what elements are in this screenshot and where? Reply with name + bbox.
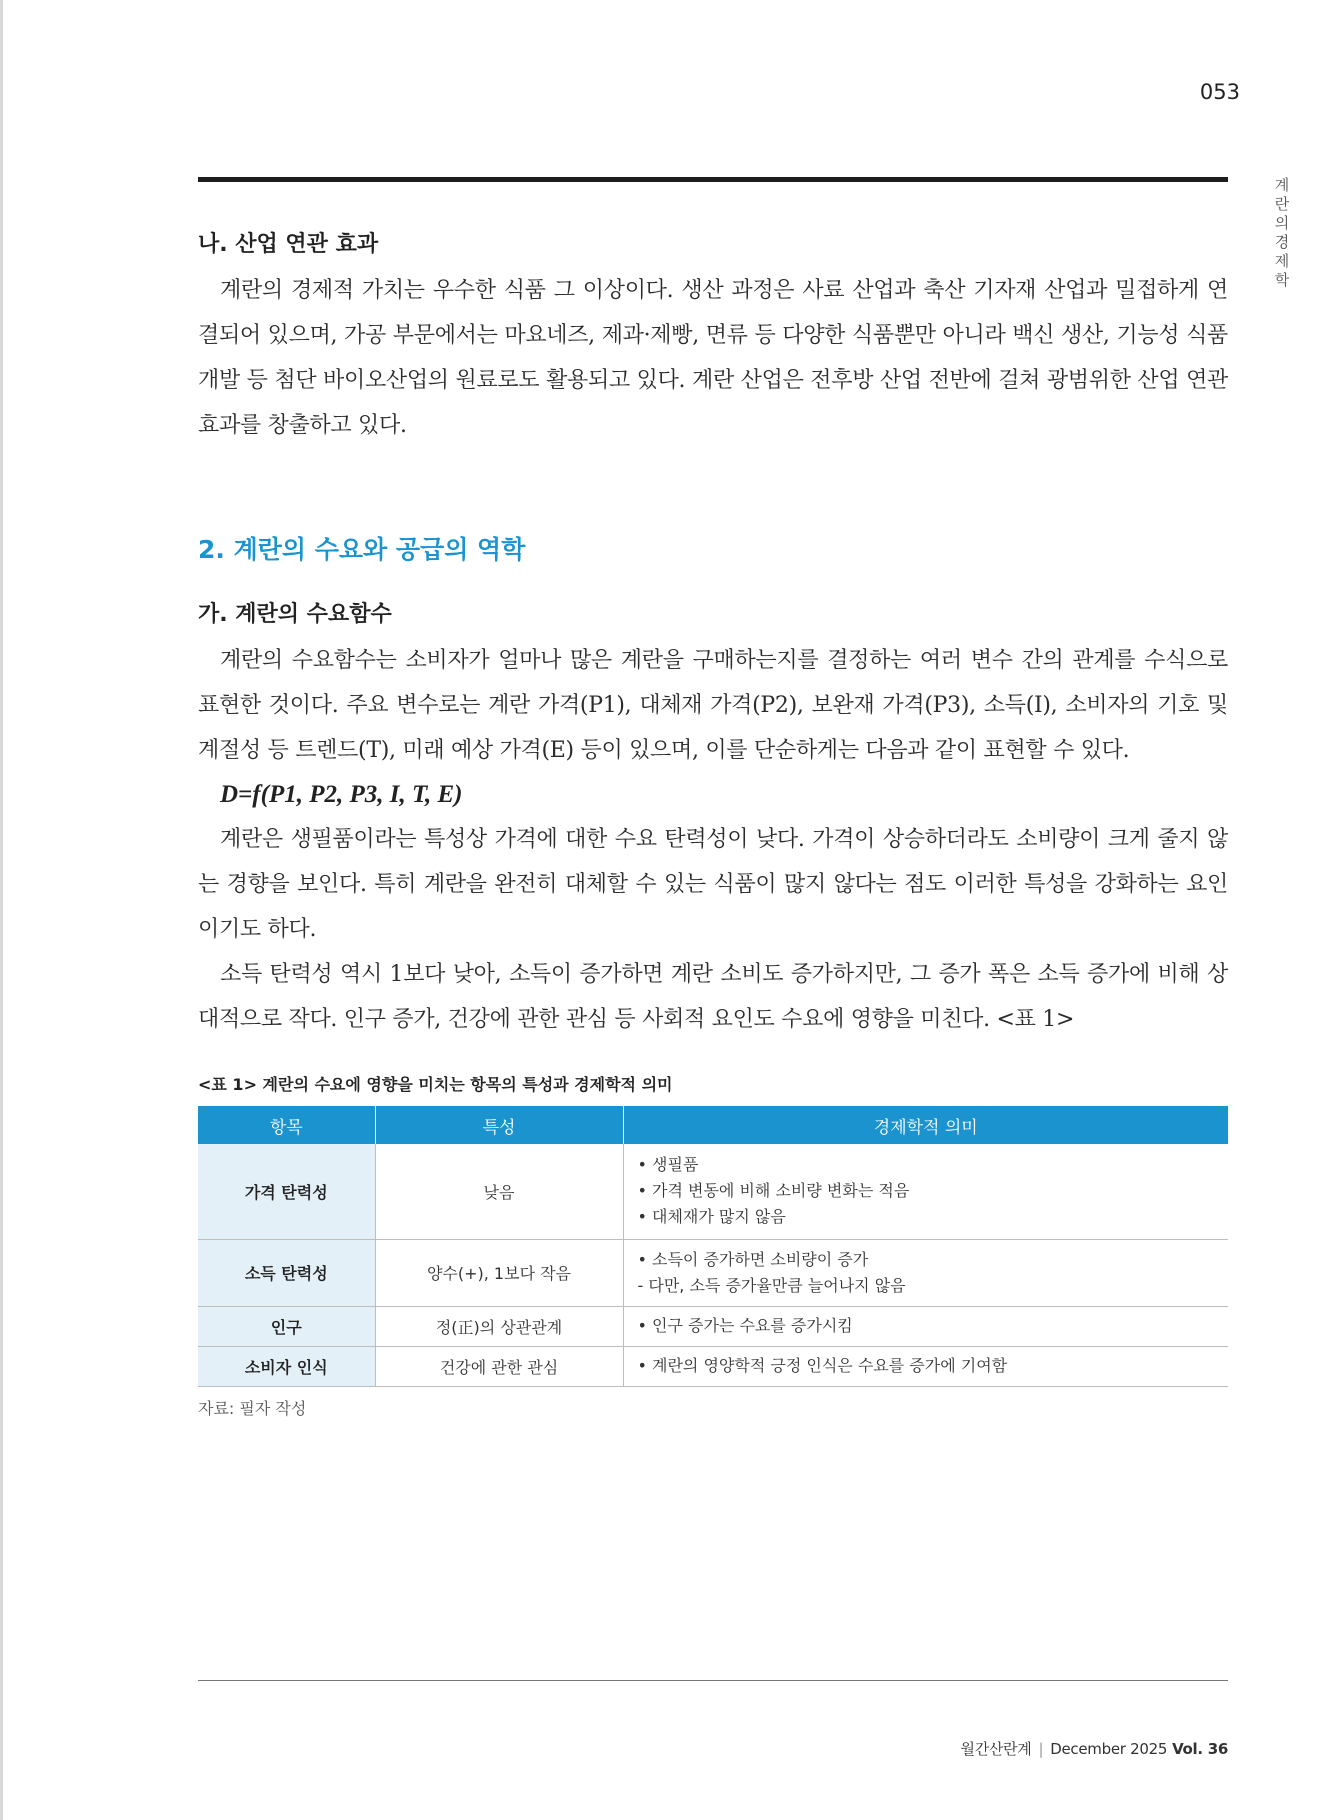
header-rule xyxy=(198,177,1228,182)
row-meaning-cell xyxy=(623,1306,1228,1346)
issue-volume: Vol. 36 xyxy=(1172,1740,1228,1758)
table-source-note: 자료: 필자 작성 xyxy=(198,1398,307,1418)
meaning-line: • 소득이 증가하면 소비량이 증가 xyxy=(637,1249,869,1269)
row-feature-cell: 건강에 관한 관심 xyxy=(375,1346,623,1386)
row-meaning-cell xyxy=(623,1346,1228,1386)
side-section-label: 계란의 경제학 xyxy=(1274,176,1290,289)
paragraph-industry-linkage: 계란의 경제적 가치는 우수한 식품 그 이상이다. 생산 과정은 사료 산업과 축산 기자재 산업과 밀접하게 연결되어 있으며, 가공 부문에서는 마요네즈, 제과·제빵, 면류 등 다양한 식품뿐만 아니라 백신 생산, 기능성 식품 개발 등 첨단 바이오산업의 원료로도 활용되고 있다. 계란 산업은 전후방 산업 전반에 걸쳐 광범위한 산업 연관 효과를 창출하고 있다. xyxy=(198,278,1228,438)
column-header-feature: 특성 xyxy=(375,1106,623,1144)
demand-factors-table xyxy=(198,1106,1228,1387)
row-feature-cell: 낮음 xyxy=(375,1144,623,1239)
section-heading-2: 2. 계란의 수요와 공급의 역학 xyxy=(198,535,526,564)
row-item-cell: 인구 xyxy=(198,1306,375,1346)
demand-formula: D=f(P1, P2, P3, I, T, E) xyxy=(220,781,463,808)
subsection-heading-na: 나. 산업 연관 효과 xyxy=(198,232,379,257)
meaning-line: • 계란의 영양학적 긍정 인식은 수요를 증가에 기여함 xyxy=(637,1356,1008,1375)
meaning-line: • 생필품 xyxy=(637,1155,699,1175)
table-row xyxy=(198,1144,1228,1239)
article-body xyxy=(198,228,1228,1421)
page-edge-rule xyxy=(0,0,3,1820)
page-footer xyxy=(800,1738,1228,1759)
magazine-name: 월간산란계 xyxy=(960,1740,1032,1758)
table-row xyxy=(198,1239,1228,1306)
row-feature-cell: 정(正)의 상관관계 xyxy=(375,1306,623,1346)
table-caption: <표 1> 계란의 수요에 영향을 미치는 항목의 특성과 경제학적 의미 xyxy=(198,1075,673,1094)
paragraph-demand-function: 계란의 수요함수는 소비자가 얼마나 많은 계란을 구매하는지를 결정하는 여러 변수 간의 관계를 수식으로 표현한 것이다. 주요 변수로는 계란 가격(P1), 대체재 가격(P2), 보완재 가격(P3), 소득(I), 소비자의 기호 및 계절성 등 트렌드(T), 미래 예상 가격(E) 등이 있으며, 이를 단순하게는 다음과 같이 표현할 수 있다. xyxy=(198,648,1228,763)
page-number: 053 xyxy=(1199,80,1240,104)
footer-separator: | xyxy=(1038,1740,1044,1758)
footer-rule xyxy=(198,1680,1228,1681)
row-item-cell: 소비자 인식 xyxy=(198,1346,375,1386)
meaning-line: • 인구 증가는 수요를 증가시킴 xyxy=(637,1316,853,1335)
meaning-line: - 다만, 소득 증가율만큼 늘어나지 않음 xyxy=(637,1275,906,1295)
subsection-heading-ga: 가. 계란의 수요함수 xyxy=(198,602,392,627)
table-row xyxy=(198,1306,1228,1346)
column-header-item: 항목 xyxy=(198,1106,375,1144)
column-header-meaning: 경제학적 의미 xyxy=(623,1106,1228,1144)
table-header-row xyxy=(198,1106,1228,1144)
meaning-line: • 대체재가 많지 않음 xyxy=(637,1207,786,1227)
row-meaning-cell xyxy=(623,1144,1228,1239)
paragraph-income-elasticity: 소득 탄력성 역시 1보다 낮아, 소득이 증가하면 계란 소비도 증가하지만, 그 증가 폭은 소득 증가에 비해 상대적으로 작다. 인구 증가, 건강에 관한 관심 등 사회적 요인도 수요에 영향을 미친다. <표 1> xyxy=(198,962,1228,1032)
issue-date: December 2025 xyxy=(1050,1740,1168,1758)
row-item-cell: 가격 탄력성 xyxy=(198,1144,375,1239)
table-row xyxy=(198,1346,1228,1386)
meaning-line: • 가격 변동에 비해 소비량 변화는 적음 xyxy=(637,1181,910,1201)
row-item-cell: 소득 탄력성 xyxy=(198,1239,375,1306)
row-feature-cell: 양수(+), 1보다 작음 xyxy=(375,1239,623,1306)
row-meaning-cell xyxy=(623,1239,1228,1306)
paragraph-price-elasticity: 계란은 생필품이라는 특성상 가격에 대한 수요 탄력성이 낮다. 가격이 상승하더라도 소비량이 크게 줄지 않는 경향을 보인다. 특히 계란을 완전히 대체할 수 있는 식품이 많지 않다는 점도 이러한 특성을 강화하는 요인이기도 하다. xyxy=(198,827,1228,942)
